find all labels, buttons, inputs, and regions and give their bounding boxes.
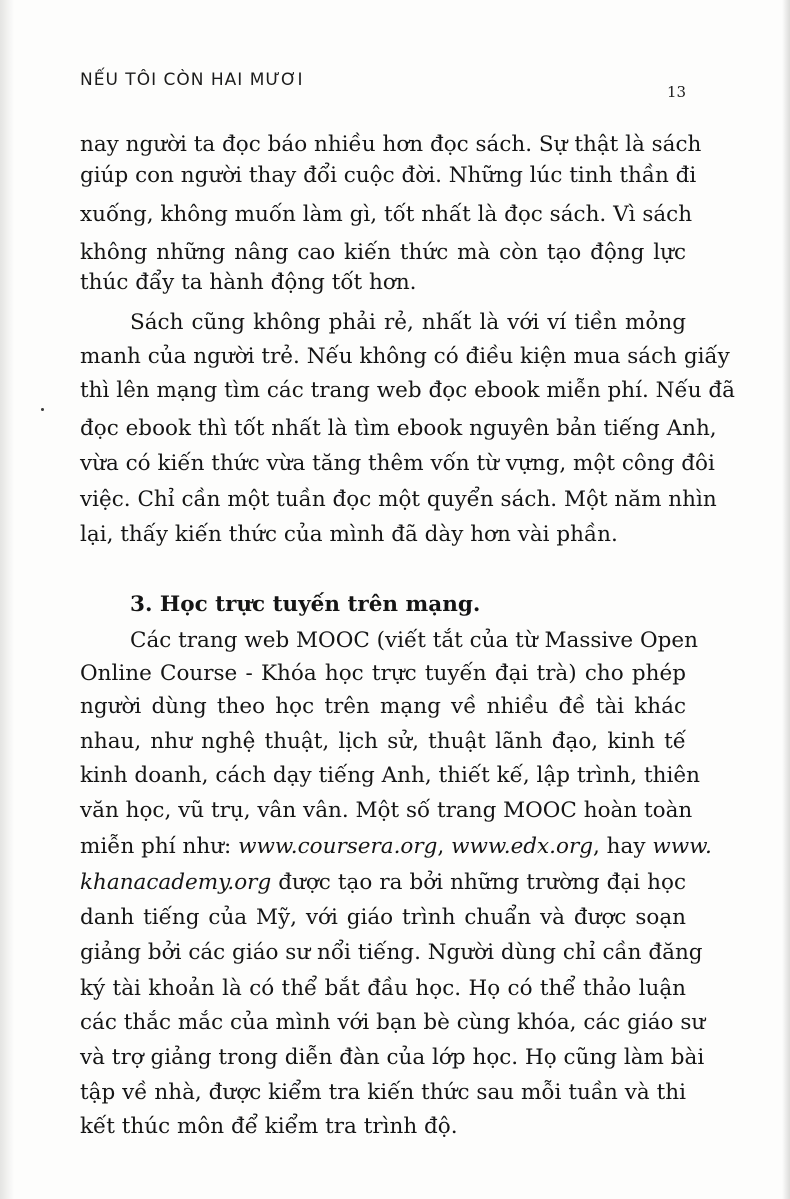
- text-line: kết thúc môn để kiểm tra trình độ.: [80, 1114, 458, 1139]
- text-line-with-links: [80, 866, 686, 900]
- text-line: không những nâng cao kiến thức mà còn tạo động lực: [80, 240, 686, 265]
- text-line: nay người ta đọc báo nhiều hơn đọc sách. Sự thật là sách: [80, 132, 702, 157]
- website-link-khanacademy-start: www.: [652, 834, 712, 859]
- text-line: lại, thấy kiến thức của mình đã dày hơn vài phần.: [80, 522, 618, 547]
- text-line: manh của người trẻ. Nếu không có điều kiện mua sách giấy: [80, 344, 730, 369]
- text-line: Các trang web MOOC (viết tắt của từ Massive Open: [130, 628, 698, 653]
- page-binding-shadow: [0, 0, 14, 1199]
- website-link-coursera: www.coursera.org: [238, 834, 438, 859]
- text-run: miễn phí như:: [80, 834, 239, 859]
- page-number: 13: [667, 83, 687, 101]
- text-line: các thắc mắc của mình với bạn bè cùng khóa, các giáo sư: [80, 1010, 706, 1035]
- text-line: kinh doanh, cách dạy tiếng Anh, thiết kế, lập trình, thiên: [80, 763, 700, 788]
- text-run: , hay: [593, 834, 653, 859]
- text-line: xuống, không muốn làm gì, tốt nhất là đọc sách. Vì sách: [80, 202, 693, 227]
- section-heading: 3. Học trực tuyến trên mạng.: [130, 592, 481, 617]
- text-line: giúp con người thay đổi cuộc đời. Những lúc tinh thần đi: [80, 163, 697, 188]
- text-line: ký tài khoản là có thể bắt đầu học. Họ có thể thảo luận: [80, 976, 686, 1001]
- website-link-khanacademy-end: khanacademy.org: [80, 870, 272, 895]
- print-speck: [41, 408, 44, 411]
- text-line: văn học, vũ trụ, vân vân. Một số trang MOOC hoàn toàn: [80, 798, 693, 823]
- page-edge-shadow: [782, 0, 790, 1199]
- text-line: giảng bởi các giáo sư nổi tiếng. Người dùng chỉ cần đăng: [80, 940, 703, 965]
- text-line: thúc đẩy ta hành động tốt hơn.: [80, 270, 417, 295]
- text-line: vừa có kiến thức vừa tăng thêm vốn từ vựng, một công đôi: [80, 451, 715, 476]
- running-title: NẾU TÔI CÒN HAI MƯƠI: [80, 70, 304, 90]
- text-line: Sách cũng không phải rẻ, nhất là với ví tiền mỏng: [130, 310, 686, 335]
- text-line: thì lên mạng tìm các trang web đọc ebook miễn phí. Nếu đã: [80, 378, 735, 403]
- text-run: ,: [437, 834, 452, 859]
- text-run: được tạo ra bởi những trường đại học: [271, 870, 686, 895]
- text-line: tập về nhà, được kiểm tra kiến thức sau mỗi tuần và thi: [80, 1080, 686, 1105]
- text-line: đọc ebook thì tốt nhất là tìm ebook nguyên bản tiếng Anh,: [80, 416, 717, 441]
- text-line: danh tiếng của Mỹ, với giáo trình chuẩn và được soạn: [80, 905, 686, 930]
- text-line: và trợ giảng trong diễn đàn của lớp học. Họ cũng làm bài: [80, 1045, 705, 1070]
- text-line: việc. Chỉ cần một tuần đọc một quyển sách. Một năm nhìn: [80, 487, 717, 512]
- text-line: Online Course - Khóa học trực tuyến đại trà) cho phép: [80, 661, 686, 686]
- text-line: người dùng theo học trên mạng về nhiều đề tài khác: [80, 694, 686, 719]
- text-line: nhau, như nghệ thuật, lịch sử, thuật lãnh đạo, kinh tế: [80, 729, 686, 754]
- website-link-edx: www.edx.org: [451, 834, 594, 859]
- text-line-with-links: [80, 830, 712, 864]
